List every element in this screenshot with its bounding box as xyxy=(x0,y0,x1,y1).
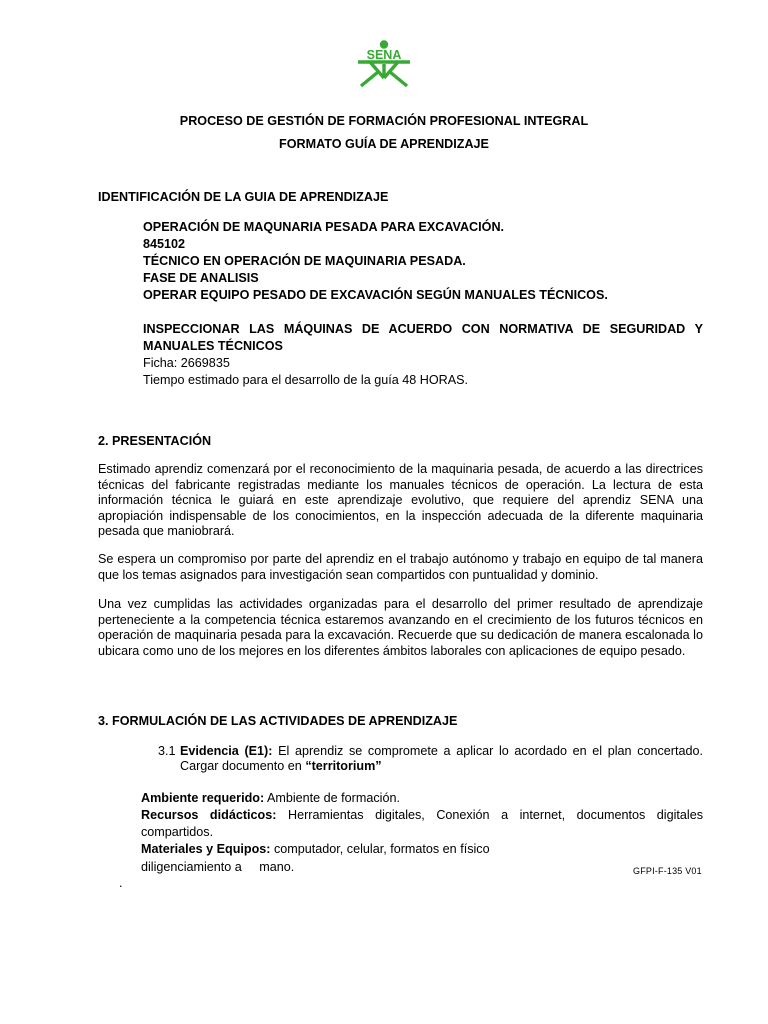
ficha: Ficha: 2669835 xyxy=(143,356,230,370)
evidence-text: El aprendiz se compromete a aplicar lo acordado en el plan concertado. xyxy=(278,744,704,758)
materiales-value: computador, celular, formatos en físico xyxy=(273,842,490,856)
upload-line xyxy=(180,759,382,773)
presentation-paragraph-3: Una vez cumplidas las actividades organizadas para el desarrollo del primer resultado de aprendizaje perteneciente a la competencia técnica estaremos avanzando en el crecimiento de los futuros técnicos en operación de maquinaria pesada para la excavación. Recuerde que su dedicación de manera escalonada lo ubicara como uno de los mejores en los diferentes ámbitos laborales con aplicaciones de equipo pesado. xyxy=(98,597,703,658)
materiales-label: Materiales y Equipos: xyxy=(141,842,271,856)
estimated-time: Tiempo estimado para el desarrollo de la guía 48 HORAS. xyxy=(143,373,469,387)
recursos-value: Herramientas digitales, Conexión a internet, documentos digitales xyxy=(287,808,703,822)
item-number: 3.1 xyxy=(158,744,176,758)
svg-text:SENA: SENA xyxy=(366,48,402,62)
stray-dot: . xyxy=(119,876,123,890)
process-title: PROCESO DE GESTIÓN DE FORMACIÓN PROFESIONAL INTEGRAL xyxy=(179,114,589,128)
learning-outcome-line1: INSPECCIONAR LAS MÁQUINAS DE ACUERDO CON NORMATIVA DE SEGURIDAD Y xyxy=(143,322,703,336)
sena-logo xyxy=(353,40,415,88)
recursos-value-line2: compartidos. xyxy=(141,825,214,839)
ambiente-value: Ambiente de formación. xyxy=(266,791,400,805)
competency: OPERAR EQUIPO PESADO DE EXCAVACIÓN SEGÚN MANUALES TÉCNICOS. xyxy=(143,288,608,302)
materiales-line xyxy=(141,842,490,856)
presentation-paragraph-1: Estimado aprendiz comenzará por el reconocimiento de la maquinaria pesada, de acuerdo a las directrices técnicas del fabricante registradas mediante los manuales técnicos de operación. La lectura de esta información técnica le guiará en este aprendizaje evolutivo, que requiere del aprendiz SENA una apropiación indispensable de los conocimientos, en la inspección adecuada de la diferente maquinaria pesada que maniobrará. xyxy=(98,462,703,538)
ambiente-line xyxy=(141,791,400,805)
sena-logo-graphic xyxy=(353,40,415,88)
evidence-line xyxy=(180,744,703,758)
presentation-heading: 2. PRESENTACIÓN xyxy=(98,434,212,448)
evidence-label: Evidencia (E1): xyxy=(180,744,273,758)
learning-outcome-line2: MANUALES TÉCNICOS xyxy=(143,339,283,353)
activities-heading: 3. FORMULACIÓN DE LAS ACTIVIDADES DE APRENDIZAJE xyxy=(98,714,458,728)
format-code: GFPI-F-135 V01 xyxy=(633,866,702,876)
upload-text: Cargar documento en xyxy=(180,759,302,773)
phase: FASE DE ANALISIS xyxy=(143,271,259,285)
recursos-label: Recursos didácticos: xyxy=(141,808,277,822)
program-title: TÉCNICO EN OPERACIÓN DE MAQUINARIA PESADA. xyxy=(143,254,466,268)
format-title: FORMATO GUÍA DE APRENDIZAJE xyxy=(279,137,489,151)
identification-heading: IDENTIFICACIÓN DE LA GUIA DE APRENDIZAJE xyxy=(98,190,389,204)
ambiente-label: Ambiente requerido: xyxy=(141,791,265,805)
program-code: 845102 xyxy=(143,237,186,251)
program-name: OPERACIÓN DE MAQUNARIA PESADA PARA EXCAVACIÓN. xyxy=(143,220,505,234)
presentation-paragraph-2: Se espera un compromiso por parte del aprendiz en el trabajo autónomo y trabajo en equipo de tal manera que los temas asignados para investigación sean compartidos con puntualidad y dominio. xyxy=(98,552,703,582)
upload-target: “territorium” xyxy=(305,759,382,773)
materiales-value-line2: diligenciamiento a mano. xyxy=(141,860,295,874)
recursos-line xyxy=(141,808,703,822)
